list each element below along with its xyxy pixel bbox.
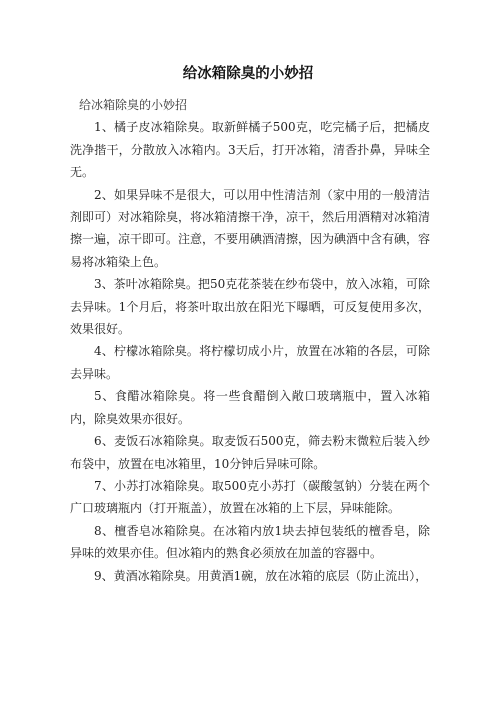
tip-paragraph-9: 9、黄酒冰箱除臭。用黄酒1碗，放在冰箱的底层（防止流出）， xyxy=(94,568,428,583)
tip-paragraph-6: 6、麦饭石冰箱除臭。取麦饭石500克，筛去粉末微粒后装入纱布袋中，放置在电冰箱里，10分钟后异味可除。 xyxy=(70,434,430,471)
document-body xyxy=(70,94,430,587)
tip-paragraph-1: 1、橘子皮冰箱除臭。取新鲜橘子500克，吃完橘子后，把橘皮洗净揩干，分散放入冰箱内。3天后，打开冰箱，清香扑鼻，异味全无。 xyxy=(70,120,430,180)
tip-paragraph-2: 2、如果异味不是很大，可以用中性清洁剂（家中用的一般清洁剂即可）对冰箱除臭，将冰箱清擦干净，凉干，然后用酒精对冰箱清擦一遍，凉干即可。注意，不要用碘酒清擦，因为碘酒中含有碘，容易将冰箱染上色。 xyxy=(70,187,431,269)
tip-paragraph-3: 3、茶叶冰箱除臭。把50克花茶装在纱布袋中，放入冰箱，可除去异味。1个月后，将茶叶取出放在阳光下曝晒，可反复使用多次，效果很好。 xyxy=(70,277,430,337)
document-subtitle: 给冰箱除臭的小妙招 xyxy=(79,98,188,112)
tip-paragraph-4: 4、柠檬冰箱除臭。将柠檬切成小片，放置在冰箱的各层，可除去异味。 xyxy=(70,344,430,381)
document-title: 给冰箱除臭的小妙招 xyxy=(182,66,314,82)
tip-paragraph-7: 7、小苏打冰箱除臭。取500克小苏打（碳酸氢钠）分装在两个广口玻璃瓶内（打开瓶盖），放置在冰箱的上下层，异味能除。 xyxy=(70,478,430,516)
tip-paragraph-5: 5、食醋冰箱除臭。将一些食醋倒入敞口玻璃瓶中，置入冰箱内，除臭效果亦很好。 xyxy=(70,389,430,426)
tip-paragraph-8: 8、檀香皂冰箱除臭。在冰箱内放1块去掉包装纸的檀香皂，除异味的效果亦佳。但冰箱内的熟食必须放在加盖的容器中。 xyxy=(70,523,430,561)
